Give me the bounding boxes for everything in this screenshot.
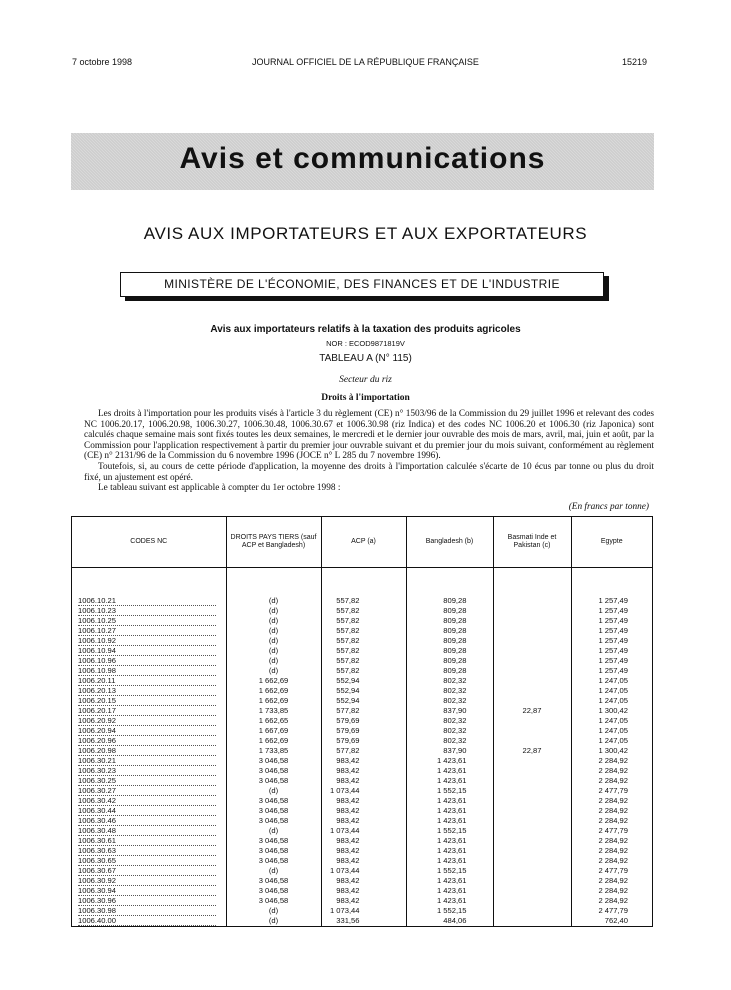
table-row [72,666,652,676]
cell-code-nc [72,666,226,676]
cell-acp: 983,42 [321,756,406,766]
table-row [72,906,652,916]
cell-egypte: 2 477,79 [571,906,652,916]
cell-bangladesh: 1 423,61 [406,756,493,766]
table-header-row [72,517,652,568]
cell-acp: 1 073,44 [321,906,406,916]
cell-egypte: 1 247,05 [571,736,652,746]
cell-pays-tiers: 1 662,69 [226,696,321,706]
cell-basmati [493,866,571,876]
code-nc-label: 1006.30.42 [78,797,216,806]
cell-pays-tiers: (d) [226,616,321,626]
cell-egypte: 2 284,92 [571,896,652,906]
code-nc-label: 1006.20.13 [78,687,216,696]
table-row [72,846,652,856]
cell-code-nc [72,766,226,776]
cell-bangladesh: 809,28 [406,596,493,606]
cell-basmati [493,726,571,736]
cell-basmati [493,656,571,666]
notice-body [84,409,654,494]
cell-bangladesh: 809,28 [406,626,493,636]
cell-acp: 579,69 [321,716,406,726]
cell-pays-tiers: 3 046,58 [226,886,321,896]
header-bangladesh: Bangladesh (b) [406,517,493,568]
cell-acp: 557,82 [321,626,406,636]
code-nc-label: 1006.30.65 [78,857,216,866]
cell-pays-tiers: 3 046,58 [226,766,321,776]
cell-code-nc [72,746,226,756]
cell-code-nc [72,816,226,826]
table-row [72,676,652,686]
cell-bangladesh: 802,32 [406,736,493,746]
header-basmati: Basmati Inde et Pakistan (c) [493,517,571,568]
code-nc-label: 1006.30.92 [78,877,216,886]
table-row [72,736,652,746]
cell-bangladesh: 802,32 [406,696,493,706]
code-nc-label: 1006.40.00 [78,917,216,926]
cell-pays-tiers: 3 046,58 [226,856,321,866]
code-nc-label: 1006.30.61 [78,837,216,846]
table-row [72,886,652,896]
cell-acp: 983,42 [321,896,406,906]
table-row [72,826,652,836]
unit-note: (En francs par tonne) [568,502,649,512]
code-nc-label: 1006.30.48 [78,827,216,836]
cell-acp: 579,69 [321,726,406,736]
droits-title: Droits à l'importation [321,393,410,403]
table-row [72,806,652,816]
cell-acp: 983,42 [321,836,406,846]
cell-code-nc [72,626,226,636]
cell-egypte: 1 247,05 [571,676,652,686]
table-row [72,856,652,866]
header-page-number: 15219 [621,57,647,67]
cell-acp: 1 073,44 [321,826,406,836]
cell-acp: 552,94 [321,696,406,706]
cell-bangladesh: 809,28 [406,636,493,646]
cell-pays-tiers: (d) [226,626,321,636]
code-nc-label: 1006.10.23 [78,607,216,616]
cell-egypte: 1 247,05 [571,686,652,696]
cell-code-nc [72,606,226,616]
cell-basmati [493,676,571,686]
cell-code-nc [72,736,226,746]
cell-acp: 983,42 [321,806,406,816]
cell-acp: 557,82 [321,596,406,606]
header-date: 7 octobre 1998 [72,57,133,67]
cell-pays-tiers: (d) [226,656,321,666]
cell-basmati: 22,87 [493,746,571,756]
cell-basmati [493,606,571,616]
cell-acp: 983,42 [321,886,406,896]
cell-pays-tiers: (d) [226,666,321,676]
table-row [72,866,652,876]
code-nc-label: 1006.30.63 [78,847,216,856]
cell-basmati [493,816,571,826]
cell-pays-tiers: 3 046,58 [226,776,321,786]
cell-egypte: 1 257,49 [571,656,652,666]
cell-egypte: 1 247,05 [571,716,652,726]
code-nc-label: 1006.20.96 [78,737,216,746]
cell-acp: 577,82 [321,746,406,756]
code-nc-label: 1006.10.25 [78,617,216,626]
secteur-label: Secteur du riz [339,375,392,385]
nor-reference: NOR : ECOD9871819V [326,339,405,348]
cell-code-nc [72,646,226,656]
cell-egypte: 2 284,92 [571,876,652,886]
cell-basmati [493,796,571,806]
cell-basmati [493,876,571,886]
code-nc-label: 1006.10.98 [78,667,216,676]
cell-acp: 1 073,44 [321,786,406,796]
cell-code-nc [72,696,226,706]
code-nc-label: 1006.20.98 [78,747,216,756]
banner [71,133,654,190]
header-acp: ACP (a) [321,517,406,568]
table-row [72,696,652,706]
code-nc-label: 1006.30.44 [78,807,216,816]
cell-code-nc [72,726,226,736]
table-row [72,616,652,626]
cell-code-nc [72,896,226,906]
cell-basmati [493,766,571,776]
cell-bangladesh: 1 552,15 [406,826,493,836]
cell-acp: 983,42 [321,856,406,866]
code-nc-label: 1006.30.25 [78,777,216,786]
code-nc-label: 1006.20.92 [78,717,216,726]
cell-code-nc [72,716,226,726]
table-row [72,726,652,736]
cell-pays-tiers: (d) [226,916,321,926]
cell-code-nc [72,686,226,696]
cell-bangladesh: 1 423,61 [406,806,493,816]
code-nc-label: 1006.20.17 [78,707,216,716]
cell-bangladesh: 1 423,61 [406,836,493,846]
cell-egypte: 2 477,79 [571,826,652,836]
cell-pays-tiers: 1 733,85 [226,746,321,756]
cell-egypte: 1 257,49 [571,626,652,636]
cell-acp: 983,42 [321,776,406,786]
cell-acp: 557,82 [321,646,406,656]
cell-acp: 983,42 [321,766,406,776]
table-spacer-row [72,568,652,597]
cell-pays-tiers: (d) [226,866,321,876]
cell-egypte: 2 284,92 [571,766,652,776]
cell-bangladesh: 1 423,61 [406,776,493,786]
cell-pays-tiers: 1 667,69 [226,726,321,736]
header-egypte: Egypte [571,517,652,568]
cell-bangladesh: 1 423,61 [406,766,493,776]
cell-bangladesh: 484,06 [406,916,493,926]
table-row [72,646,652,656]
cell-bangladesh: 1 423,61 [406,796,493,806]
cell-pays-tiers: 1 733,85 [226,706,321,716]
paragraph: Le tableau suivant est applicable à compter du 1er octobre 1998 : [98,483,341,494]
table-row [72,686,652,696]
cell-acp: 577,82 [321,706,406,716]
cell-acp: 557,82 [321,636,406,646]
table-row [72,716,652,726]
cell-acp: 579,69 [321,736,406,746]
cell-pays-tiers: 3 046,58 [226,846,321,856]
table-row [72,896,652,906]
cell-egypte: 1 257,49 [571,636,652,646]
banner-title: Avis et communications [179,142,546,175]
table-row [72,836,652,846]
cell-basmati [493,776,571,786]
cell-basmati [493,666,571,676]
code-nc-label: 1006.30.46 [78,817,216,826]
table-row [72,596,652,606]
cell-code-nc [72,706,226,716]
cell-acp: 552,94 [321,676,406,686]
cell-pays-tiers: 3 046,58 [226,756,321,766]
table-row [72,746,652,756]
cell-basmati [493,886,571,896]
cell-bangladesh: 1 552,15 [406,866,493,876]
cell-pays-tiers: (d) [226,826,321,836]
cell-code-nc [72,916,226,926]
cell-basmati [493,836,571,846]
table-row [72,816,652,826]
code-nc-label: 1006.10.96 [78,657,216,666]
cell-code-nc [72,906,226,916]
cell-acp: 1 073,44 [321,866,406,876]
cell-bangladesh: 1 552,15 [406,786,493,796]
cell-acp: 552,94 [321,686,406,696]
cell-bangladesh: 802,32 [406,726,493,736]
cell-egypte: 2 284,92 [571,856,652,866]
cell-basmati [493,646,571,656]
cell-bangladesh: 1 423,61 [406,856,493,866]
tableau-number: TABLEAU A (N° 115) [319,353,412,364]
code-nc-label: 1006.30.98 [78,907,216,916]
cell-bangladesh: 837,90 [406,746,493,756]
cell-code-nc [72,786,226,796]
paragraph: Toutefois, si, au cours de cette période d'application, la moyenne des droits à l'importation calculée s'écarte de 10 écus par tonne ou plus du droit fixé, un ajustement est opéré. [84,461,654,483]
cell-egypte: 2 477,79 [571,866,652,876]
cell-egypte: 2 284,92 [571,816,652,826]
cell-basmati [493,826,571,836]
cell-pays-tiers: 3 046,58 [226,876,321,886]
header-journal-title: JOURNAL OFFICIEL DE LA RÉPUBLIQUE FRANÇAISE [252,57,479,67]
cell-egypte: 762,40 [571,916,652,926]
cell-egypte: 1 257,49 [571,596,652,606]
code-nc-label: 1006.20.11 [78,677,216,686]
cell-bangladesh: 809,28 [406,606,493,616]
table-row [72,796,652,806]
code-nc-label: 1006.20.94 [78,727,216,736]
cell-basmati [493,806,571,816]
cell-egypte: 1 247,05 [571,696,652,706]
cell-code-nc [72,776,226,786]
cell-basmati [493,896,571,906]
cell-acp: 983,42 [321,816,406,826]
code-nc-label: 1006.10.27 [78,627,216,636]
cell-acp: 983,42 [321,796,406,806]
cell-basmati: 22,87 [493,706,571,716]
cell-egypte: 1 257,49 [571,666,652,676]
cell-basmati [493,596,571,606]
cell-pays-tiers: (d) [226,646,321,656]
cell-bangladesh: 809,28 [406,666,493,676]
cell-acp: 983,42 [321,846,406,856]
cell-basmati [493,686,571,696]
cell-pays-tiers: (d) [226,596,321,606]
code-nc-label: 1006.30.21 [78,757,216,766]
cell-acp: 557,82 [321,656,406,666]
cell-code-nc [72,636,226,646]
cell-pays-tiers: 3 046,58 [226,796,321,806]
cell-egypte: 1 300,42 [571,706,652,716]
cell-egypte: 2 477,79 [571,786,652,796]
cell-egypte: 2 284,92 [571,836,652,846]
cell-basmati [493,736,571,746]
cell-code-nc [72,836,226,846]
table-row [72,916,652,926]
cell-basmati [493,626,571,636]
table-row [72,626,652,636]
table-row [72,876,652,886]
cell-egypte: 1 257,49 [571,616,652,626]
cell-egypte: 1 257,49 [571,606,652,616]
cell-acp: 983,42 [321,876,406,886]
header-droits-pays-tiers: DROITS PAYS TIERS (sauf ACP et Bangladesh) [226,517,321,568]
cell-code-nc [72,796,226,806]
cell-basmati [493,846,571,856]
code-nc-label: 1006.10.21 [78,597,216,606]
cell-basmati [493,636,571,646]
cell-egypte: 2 284,92 [571,806,652,816]
cell-basmati [493,696,571,706]
table-row [72,706,652,716]
cell-bangladesh: 1 423,61 [406,846,493,856]
cell-egypte: 1 247,05 [571,726,652,736]
table-row [72,636,652,646]
ministry-box: MINISTÈRE DE L'ÉCONOMIE, DES FINANCES ET DE L'INDUSTRIE [120,272,604,297]
cell-bangladesh: 1 552,15 [406,906,493,916]
cell-code-nc [72,756,226,766]
cell-bangladesh: 1 423,61 [406,886,493,896]
table-row [72,776,652,786]
cell-bangladesh: 1 423,61 [406,876,493,886]
code-nc-label: 1006.20.15 [78,697,216,706]
code-nc-label: 1006.30.23 [78,767,216,776]
cell-bangladesh: 809,28 [406,656,493,666]
cell-code-nc [72,806,226,816]
cell-egypte: 1 300,42 [571,746,652,756]
code-nc-label: 1006.30.67 [78,867,216,876]
table-row [72,786,652,796]
cell-basmati [493,756,571,766]
cell-code-nc [72,866,226,876]
cell-egypte: 1 257,49 [571,646,652,656]
cell-pays-tiers: 1 662,69 [226,736,321,746]
cell-egypte: 2 284,92 [571,886,652,896]
cell-egypte: 2 284,92 [571,796,652,806]
cell-basmati [493,716,571,726]
cell-code-nc [72,856,226,866]
code-nc-label: 1006.30.27 [78,787,216,796]
cell-basmati [493,856,571,866]
cell-egypte: 2 284,92 [571,846,652,856]
cell-bangladesh: 837,90 [406,706,493,716]
cell-egypte: 2 284,92 [571,756,652,766]
cell-basmati [493,916,571,926]
cell-code-nc [72,676,226,686]
cell-code-nc [72,886,226,896]
cell-acp: 557,82 [321,616,406,626]
cell-basmati [493,786,571,796]
cell-pays-tiers: 1 662,69 [226,676,321,686]
cell-pays-tiers: (d) [226,636,321,646]
cell-bangladesh: 802,32 [406,716,493,726]
cell-bangladesh: 802,32 [406,676,493,686]
code-nc-label: 1006.30.94 [78,887,216,896]
section-title: AVIS AUX IMPORTATEURS ET AUX EXPORTATEURS [143,224,588,243]
cell-code-nc [72,596,226,606]
cell-basmati [493,616,571,626]
cell-bangladesh: 802,32 [406,686,493,696]
cell-code-nc [72,656,226,666]
table-row [72,656,652,666]
cell-code-nc [72,846,226,856]
cell-code-nc [72,826,226,836]
cell-acp: 557,82 [321,606,406,616]
table-row [72,606,652,616]
table-row [72,766,652,776]
cell-pays-tiers: (d) [226,606,321,616]
cell-bangladesh: 809,28 [406,646,493,656]
notice-title: Avis aux importateurs relatifs à la taxation des produits agricoles [210,324,521,335]
cell-code-nc [72,876,226,886]
cell-pays-tiers: 3 046,58 [226,816,321,826]
cell-acp: 557,82 [321,666,406,676]
cell-code-nc [72,616,226,626]
cell-pays-tiers: 3 046,58 [226,896,321,906]
cell-pays-tiers: 3 046,58 [226,836,321,846]
duties-table [71,516,653,927]
cell-egypte: 2 284,92 [571,776,652,786]
paragraph: Les droits à l'importation pour les produits visés à l'article 3 du règlement (CE) n° 1503/96 de la Commission du 29 juillet 1996 et relevant des codes NC 1006.20.17, 1006.20.98, 1006.30.27, 1006.30.48, 1006.30.67 et 1006.30.98 (riz Indica) et des codes NC 1006.20 et 1006.30 (riz Japonica) sont calculés chaque semaine mais sont fixés toutes les deux semaines, le mercredi et le dernier jour ouvrable des mois de mars, avril, mai, juin et août, par la Commission pour l'application respectivement à partir du premier jour ouvrable suivant et du premier jour du mois suivant, conformément au règlement (CE) n° 2131/96 de la Commission du 6 novembre 1996 (JOCE n° L 285 du 7 novembre 1996). [84,409,654,462]
cell-pays-tiers: (d) [226,786,321,796]
cell-pays-tiers: 1 662,69 [226,686,321,696]
cell-bangladesh: 1 423,61 [406,896,493,906]
cell-pays-tiers: (d) [226,906,321,916]
code-nc-label: 1006.10.94 [78,647,216,656]
code-nc-label: 1006.10.92 [78,637,216,646]
header-codes-nc: CODES NC [72,517,226,568]
cell-pays-tiers: 1 662,65 [226,716,321,726]
cell-basmati [493,906,571,916]
code-nc-label: 1006.30.96 [78,897,216,906]
cell-pays-tiers: 3 046,58 [226,806,321,816]
table-row [72,756,652,766]
cell-bangladesh: 1 423,61 [406,816,493,826]
cell-bangladesh: 809,28 [406,616,493,626]
cell-acp: 331,56 [321,916,406,926]
